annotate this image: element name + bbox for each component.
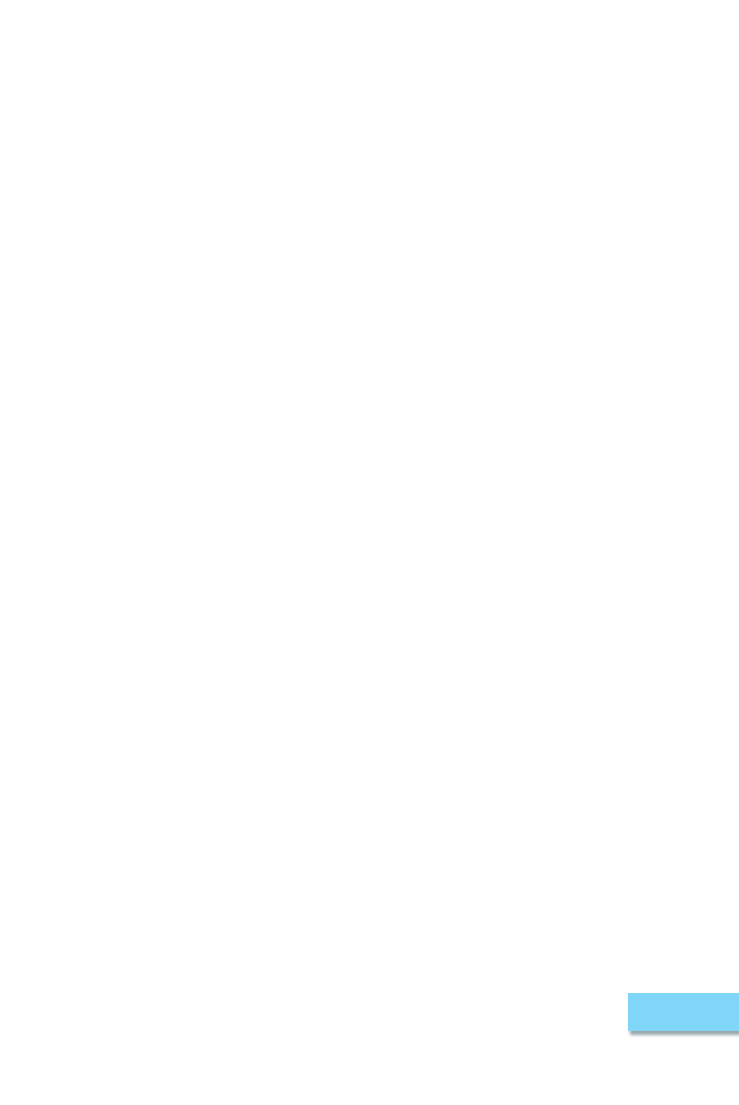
page-number-tab	[628, 993, 739, 1031]
toc-entry-intro[interactable]	[77, 228, 618, 252]
